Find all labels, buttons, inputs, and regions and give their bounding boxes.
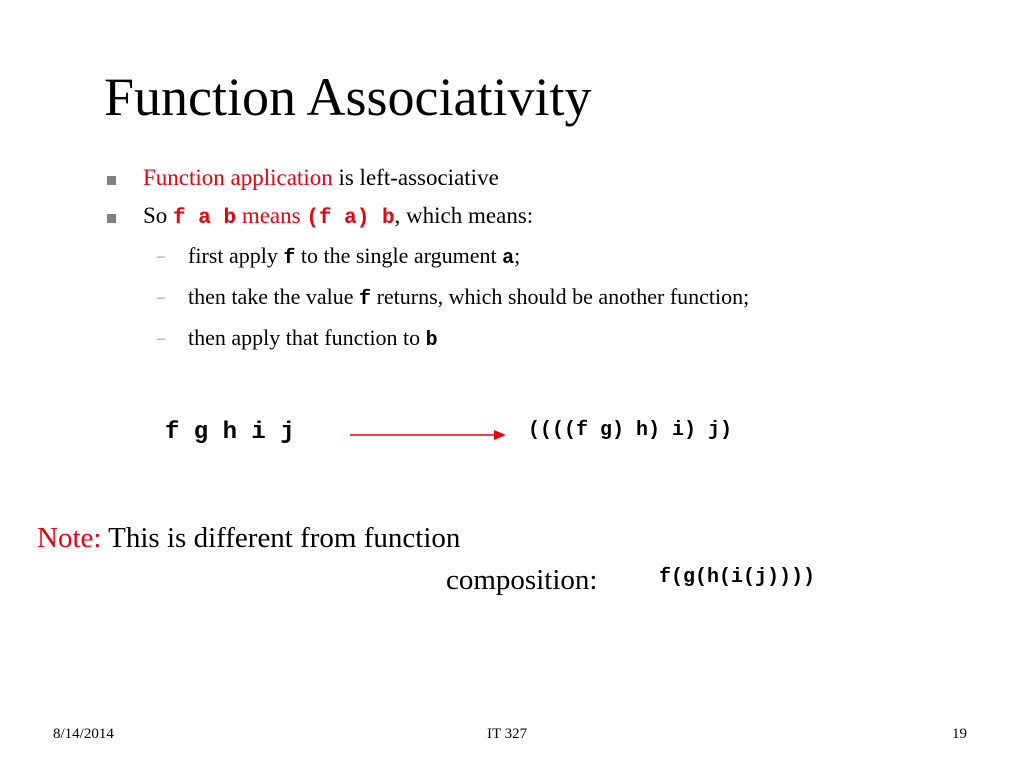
slide-title: Function Associativity: [104, 67, 592, 127]
sub-1-mid: to the single argument: [295, 243, 503, 268]
footer-course: IT 327: [487, 726, 528, 742]
footer-page-number: 19: [952, 726, 967, 742]
dash-icon: –: [157, 248, 165, 265]
code-f: f: [359, 288, 372, 311]
subbullet-1: [188, 243, 520, 271]
dash-icon: –: [157, 330, 165, 347]
bullet-2-rest: , which means:: [394, 203, 534, 228]
sub-1-post: ;: [514, 243, 521, 268]
footer-date: 8/14/2014: [53, 726, 114, 742]
note-text: This is different from function: [101, 522, 461, 554]
sub-2-post: returns, which should be another function;: [371, 284, 750, 309]
bullet-2-so: So: [143, 203, 174, 228]
composition-code: f(g(h(i(j)))): [659, 566, 816, 589]
subbullet-3: [188, 325, 438, 353]
note-line-2: composition:: [446, 564, 598, 596]
dash-icon: –: [157, 289, 165, 306]
code-fa-b: (f a) b: [306, 207, 395, 230]
note-line-1: [37, 521, 460, 556]
bullet-square-icon: [107, 214, 116, 223]
example-right-code: ((((f g) h) i) j): [528, 419, 733, 442]
sub-1-pre: first apply: [188, 243, 284, 268]
code-f: f: [283, 247, 296, 270]
sub-2-pre: then take the value: [188, 284, 360, 309]
highlight-text: Function application: [143, 165, 333, 190]
right-arrow-icon: [348, 425, 508, 445]
code-a: a: [502, 247, 515, 270]
note-label: Note:: [37, 522, 102, 554]
bullet-2: [143, 202, 533, 231]
bullet-1-text: is left-associative: [332, 165, 499, 190]
bullet-2-means: means: [236, 203, 307, 228]
sub-3-pre: then apply that function to: [188, 325, 426, 350]
bullet-1: [143, 164, 499, 192]
code-f-a-b: f a b: [173, 207, 237, 230]
bullet-square-icon: [107, 176, 116, 185]
subbullet-2: [188, 284, 749, 312]
example-left-code: f g h i j: [165, 419, 295, 446]
code-b: b: [425, 329, 438, 352]
